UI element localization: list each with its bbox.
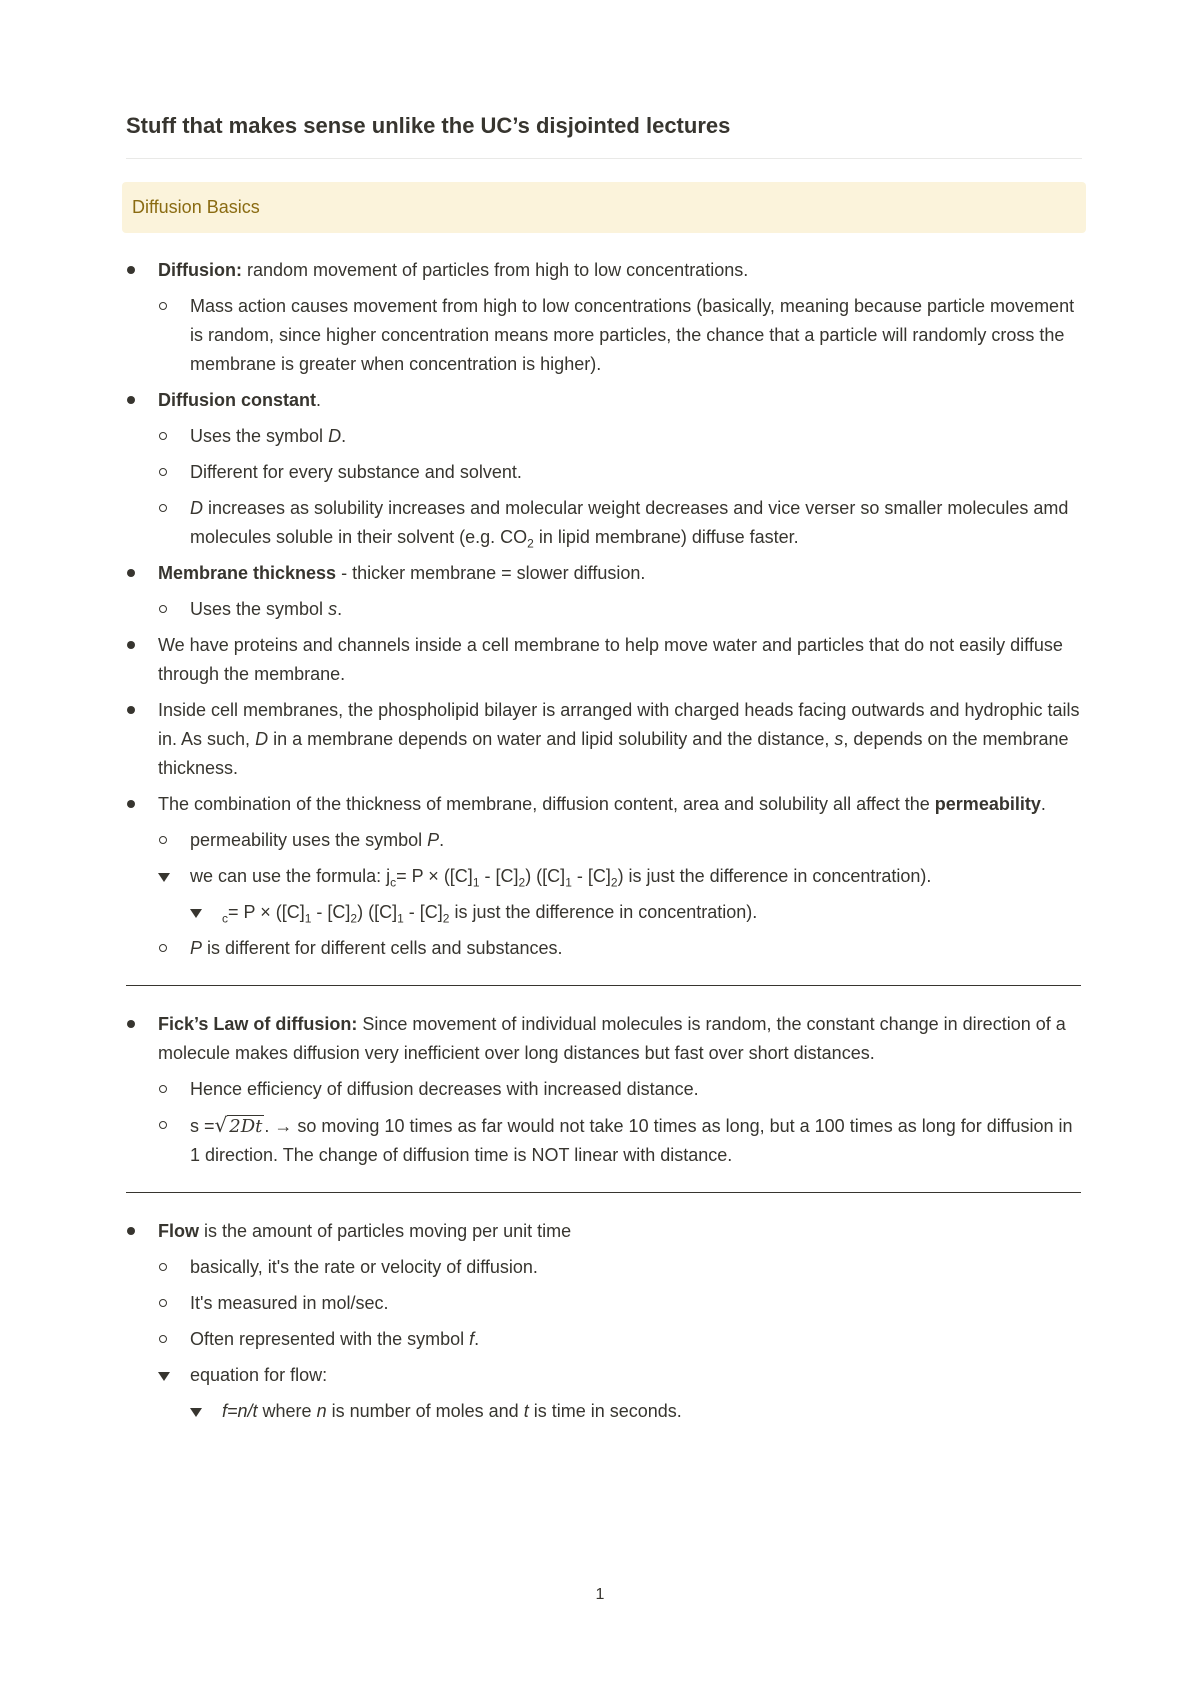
list-item-p-different: P is different for different cells and substances. xyxy=(158,934,1082,963)
term-flow: Flow xyxy=(158,1221,199,1241)
term-diffusion: Diffusion: xyxy=(158,260,242,280)
sqrt-expression: √ 2Dt xyxy=(214,1113,263,1137)
section-ficks-law xyxy=(126,1010,1082,1170)
list-item-mass-action: Mass action causes movement from high to low concentrations (basically, meaning because particle movement is random, since higher concentration means more particles, the chance that a particle will randomly cross the membrane is greater when concentration is higher). xyxy=(158,292,1082,379)
list-item-diffusion: Diffusion: random movement of particles from high to low concentrations. Mass action causes movement from high to low concentrations (basically, meaning because particle movement is random, since higher concentration means more particles, the chance that a particle will randomly cross the membrane is greater when concentration is higher). xyxy=(126,256,1082,379)
list-item-symbol-p: permeability uses the symbol P. xyxy=(158,826,1082,855)
list-item-inside-membranes: Inside cell membranes, the phospholipid bilayer is arranged with charged heads facing outwards and hydrophic tails in. As such, D in a membrane depends on water and lipid solubility and the distance, s, depends on the membrane thickness. xyxy=(126,696,1082,783)
page-title: Stuff that makes sense unlike the UC’s disjointed lectures xyxy=(126,110,1082,159)
divider xyxy=(126,985,1081,986)
section-flow xyxy=(126,1217,1082,1426)
list-item-ficks-law: Fick’s Law of diffusion: Since movement of individual molecules is random, the constant change in direction of a molecule makes diffusion very inefficient over long distances but fast over short distances. Hence efficiency of diffusion decreases with increased distance. s =√ 2Dt . → so moving 10 times as far would not take 10 times as long, but a 100 times as long for diffusion in 1 direction. The change of diffusion time is NOT linear with distance. xyxy=(126,1010,1082,1170)
section-diffusion-basics xyxy=(126,256,1082,963)
list-item-symbol-d: Uses the symbol D. xyxy=(158,422,1082,451)
list-item-measured: It's measured in mol/sec. xyxy=(158,1289,1082,1318)
list-item-membrane-thickness: Membrane thickness - thicker membrane = slower diffusion. Uses the symbol s. xyxy=(126,559,1082,624)
list-item-efficiency: Hence efficiency of diffusion decreases with increased distance. xyxy=(158,1075,1082,1104)
list-item-permeability: The combination of the thickness of membrane, diffusion content, area and solubility all affect the permeability. permeability uses the symbol P. we can use the formula: $j_c= P \times ([C]_1 - [C]_2)$ $([C]_1 - [C]_2)$ is just the difference in concentration). $_c= P \times ([C]_1 - [C]_2)$ ($[C]_1 - [C]_2$ is just the difference in concentration). P is different for different cells and substances. xyxy=(126,790,1082,963)
list-item-proteins: We have proteins and channels inside a cell membrane to help move water and particles that do not easily diffuse through the membrane. xyxy=(126,631,1082,689)
callout-diffusion-basics: Diffusion Basics xyxy=(122,182,1086,233)
divider xyxy=(126,1192,1081,1193)
term-permeability: permeability xyxy=(934,794,1041,814)
toggle-flow-equation[interactable]: equation for flow: f=n/t where n is number of moles and t is time in seconds. xyxy=(158,1361,1082,1426)
list-item-flow: Flow is the amount of particles moving per unit time basically, it's the rate or velocity of diffusion. It's measured in mol/sec. Often represented with the symbol f. equation for flow: f=n/t where n is number of moles and t is time in seconds. xyxy=(126,1217,1082,1426)
term-diffusion-constant: Diffusion constant xyxy=(158,390,316,410)
list-item-different-substance: Different for every substance and solvent. xyxy=(158,458,1082,487)
list-item-sqrt-equation: s =√ 2Dt . → so moving 10 times as far would not take 10 times as long, but a 100 times as long for diffusion in 1 direction. The change of diffusion time is NOT linear with distance. xyxy=(158,1111,1082,1170)
page-number: 1 xyxy=(595,1586,605,1603)
list-item-rate: basically, it's the rate or velocity of diffusion. xyxy=(158,1253,1082,1282)
term-membrane-thickness: Membrane thickness xyxy=(158,563,337,583)
toggle-formula-nested[interactable]: $_c= P \times ([C]_1 - [C]_2)$ ($[C]_1 - [C]_2$ is just the difference in concentration). xyxy=(190,898,1082,927)
list-item-symbol-s: Uses the symbol s. xyxy=(158,595,1082,624)
term-ficks-law: Fick’s Law of diffusion: xyxy=(158,1014,358,1034)
toggle-flow-equation-nested[interactable]: f=n/t where n is number of moles and t is time in seconds. xyxy=(190,1397,1082,1426)
list-item-symbol-f: Often represented with the symbol f. xyxy=(158,1325,1082,1354)
list-item-diffusion-constant: Diffusion constant. Uses the symbol D. Different for every substance and solvent. D increases as solubility increases and molecular weight decreases and vice verser so smaller molecules amd molecules soluble in their solvent (e.g. $CO_2$ in lipid membrane) diffuse faster. xyxy=(126,386,1082,552)
toggle-formula[interactable] xyxy=(158,862,1082,927)
formula-text: we can use the formula: $j_c= P \times ([C]_1 - [C]_2)$ $([C]_1 - [C]_2)$ is just the difference in concentration). xyxy=(190,866,932,890)
list-item-d-increases: D increases as solubility increases and molecular weight decreases and vice verser so smaller molecules amd molecules soluble in their solvent (e.g. $CO_2$ in lipid membrane) diffuse faster. xyxy=(158,494,1082,552)
